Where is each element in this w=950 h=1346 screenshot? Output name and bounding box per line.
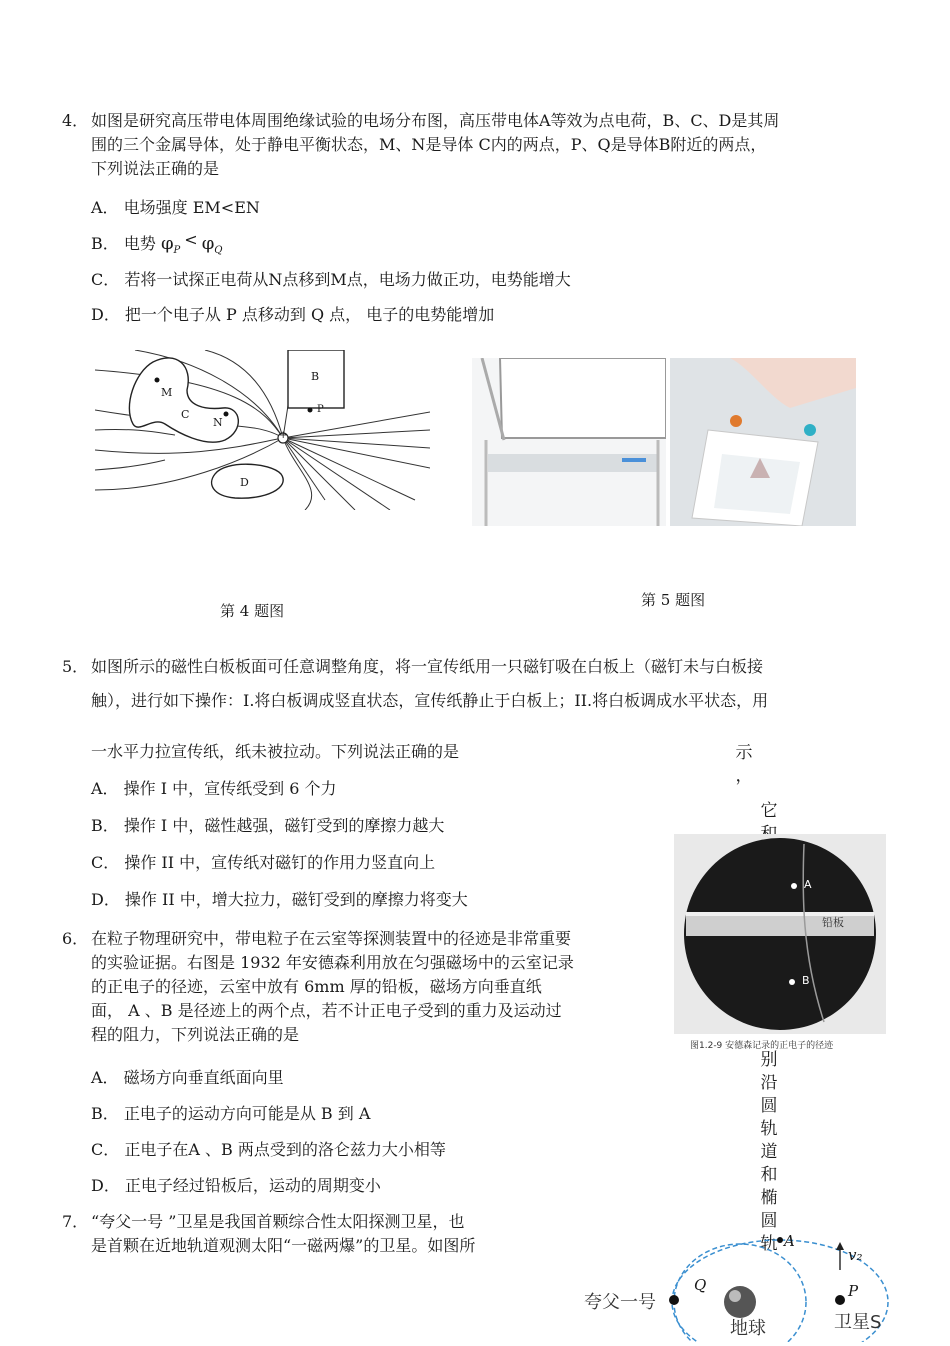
- overflow-char: ，: [735, 766, 753, 786]
- label-m: M: [161, 386, 173, 399]
- question-number: 5．: [62, 657, 89, 676]
- question-number: 6．: [62, 929, 89, 948]
- question-stem-line: 是首颗在近地轨道观测太阳“一磁两爆”的卫星。如图所: [91, 1236, 476, 1255]
- question-stem-line: 在粒子物理研究中，带电粒子在云室等探测装置中的径迹是非常重要: [91, 929, 572, 948]
- figure-5-caption: 第 5 题图: [641, 591, 706, 609]
- option-label: B． 电势: [91, 234, 161, 253]
- overflow-char: 轨: [760, 1119, 778, 1139]
- question-stem-line: 一水平力拉宣传纸，纸未被拉动。下列说法正确的是: [91, 742, 460, 761]
- overflow-text-column-top: [732, 742, 756, 788]
- label-c: C: [181, 408, 190, 421]
- question-stem-line: 如图是研究高压带电体周围绝缘试验的电场分布图，高压带电体A等效为点电荷，B、C、D是其周: [91, 111, 780, 130]
- overflow-char: 道: [760, 1142, 778, 1162]
- overflow-char: 圆: [760, 1211, 778, 1231]
- label-d: D: [240, 476, 249, 489]
- overflow-char: 别: [760, 1050, 778, 1070]
- label-n: N: [213, 416, 223, 429]
- figure-6-caption: 图1.2-9 安德森记录的正电子的径迹: [690, 1041, 834, 1051]
- question-number: 7．: [62, 1212, 89, 1231]
- label-lead-plate: 铅板: [822, 916, 844, 929]
- label-plus: +: [279, 430, 288, 441]
- question-stem-line: 的实验证据。右图是 1932 年安德森利用放在匀强磁场中的云室记录: [91, 953, 574, 972]
- option-d: D． 把一个电子从 P 点移动到 Q 点， 电子的电势能增加: [91, 305, 495, 324]
- question-5: [62, 650, 902, 718]
- whiteboard-illustration: [472, 358, 666, 526]
- question-stem-line: 的正电子的径迹，云室中放有 6mm 厚的铅板，磁场方向垂直纸: [91, 977, 542, 996]
- subscript-q: Q: [214, 245, 223, 257]
- question-stem-line: 如图所示的磁性白板板面可任意调整角度，将一宣传纸用一只磁钉吸在白板上（磁钉未与白板接: [91, 657, 764, 676]
- overflow-char: 沿: [760, 1073, 778, 1093]
- question-stem-line: 围的三个金属导体，处于静电平衡状态，M、N是导体 C内的两点，P、Q是导体B附近的两点，: [91, 135, 767, 154]
- less-than-symbol: <: [184, 230, 198, 249]
- figure-6-cloud-chamber: [674, 834, 886, 1058]
- overflow-char: 椭: [760, 1188, 778, 1208]
- cloud-chamber-svg: [674, 834, 886, 1034]
- question-stem-line: 触），进行如下操作：I.将白板调成竖直状态，宣传纸静止于白板上；II.将白板调成水平状态，用: [91, 691, 769, 710]
- option-a: A． 操作 I 中，宣传纸受到 6 个力: [91, 779, 337, 798]
- figure-4-electric-field: [95, 350, 430, 510]
- label-b: B: [311, 370, 320, 383]
- option-d: D． 正电子经过铅板后，运动的周期变小: [91, 1176, 381, 1195]
- option-b: [91, 232, 223, 256]
- label-q: Q: [694, 1276, 707, 1294]
- overflow-char: 示: [735, 743, 753, 763]
- label-kuafu: 夸父一号: [584, 1292, 656, 1313]
- subscript-p: P: [173, 245, 181, 257]
- option-a: A． 磁场方向垂直纸面向里: [91, 1068, 284, 1087]
- label-satellite-s: 卫星S: [834, 1312, 882, 1333]
- phi-symbol: φ: [201, 233, 215, 254]
- option-c: C． 正电子在A 、B 两点受到的洛仑兹力大小相等: [91, 1140, 446, 1159]
- option-b: B． 操作 I 中，磁性越强，磁钉受到的摩擦力越大: [91, 816, 445, 835]
- label-earth: 地球: [730, 1318, 766, 1339]
- label-p: P: [317, 404, 324, 415]
- label-a: A: [804, 878, 812, 891]
- question-stem-line: 面， A 、B 是径迹上的两个点，若不计正电子受到的重力及运动过: [91, 1001, 562, 1020]
- overflow-char: 轨: [760, 1234, 778, 1254]
- overflow-char: 和: [760, 1165, 778, 1185]
- figure-5-magnet-photo: [670, 358, 856, 526]
- label-p: P: [848, 1282, 859, 1300]
- phi-symbol: φ: [160, 233, 174, 254]
- label-a: A: [784, 1232, 795, 1250]
- overflow-text-column-bottom: [757, 1049, 781, 1256]
- label-v2: v₂: [848, 1246, 863, 1264]
- figure-4-caption: 第 4 题图: [220, 602, 285, 620]
- option-b: B． 正电子的运动方向可能是从 B 到 A: [91, 1104, 371, 1123]
- overflow-char: 圆: [760, 1096, 778, 1116]
- option-a: A． 电场强度 EM<EN: [91, 198, 260, 217]
- option-c: C． 操作 II 中，宣传纸对磁钉的作用力竖直向上: [91, 853, 436, 872]
- question-stem-line: 程的阻力，下列说法正确的是: [91, 1025, 300, 1044]
- question-stem-line: “夸父一号 ”卫星是我国首颗综合性太阳探测卫星，也: [91, 1212, 465, 1231]
- option-c: C． 若将一试探正电荷从N点移到M点，电场力做正功，电势能增大: [91, 270, 571, 289]
- field-lines-svg: [95, 350, 430, 510]
- question-7: [62, 1210, 582, 1258]
- label-b: B: [802, 974, 810, 987]
- figure-7-orbits: [580, 1232, 900, 1342]
- overflow-char: 它: [760, 801, 778, 821]
- question-stem-line: 下列说法正确的是: [91, 159, 220, 178]
- question-4: [62, 109, 902, 181]
- question-number: 4．: [62, 111, 89, 130]
- magnet-illustration: [670, 358, 856, 526]
- option-d: D． 操作 II 中，增大拉力，磁钉受到的摩擦力将变大: [91, 890, 468, 909]
- question-6: [62, 927, 672, 1047]
- figure-5-whiteboard-photo: [472, 358, 666, 526]
